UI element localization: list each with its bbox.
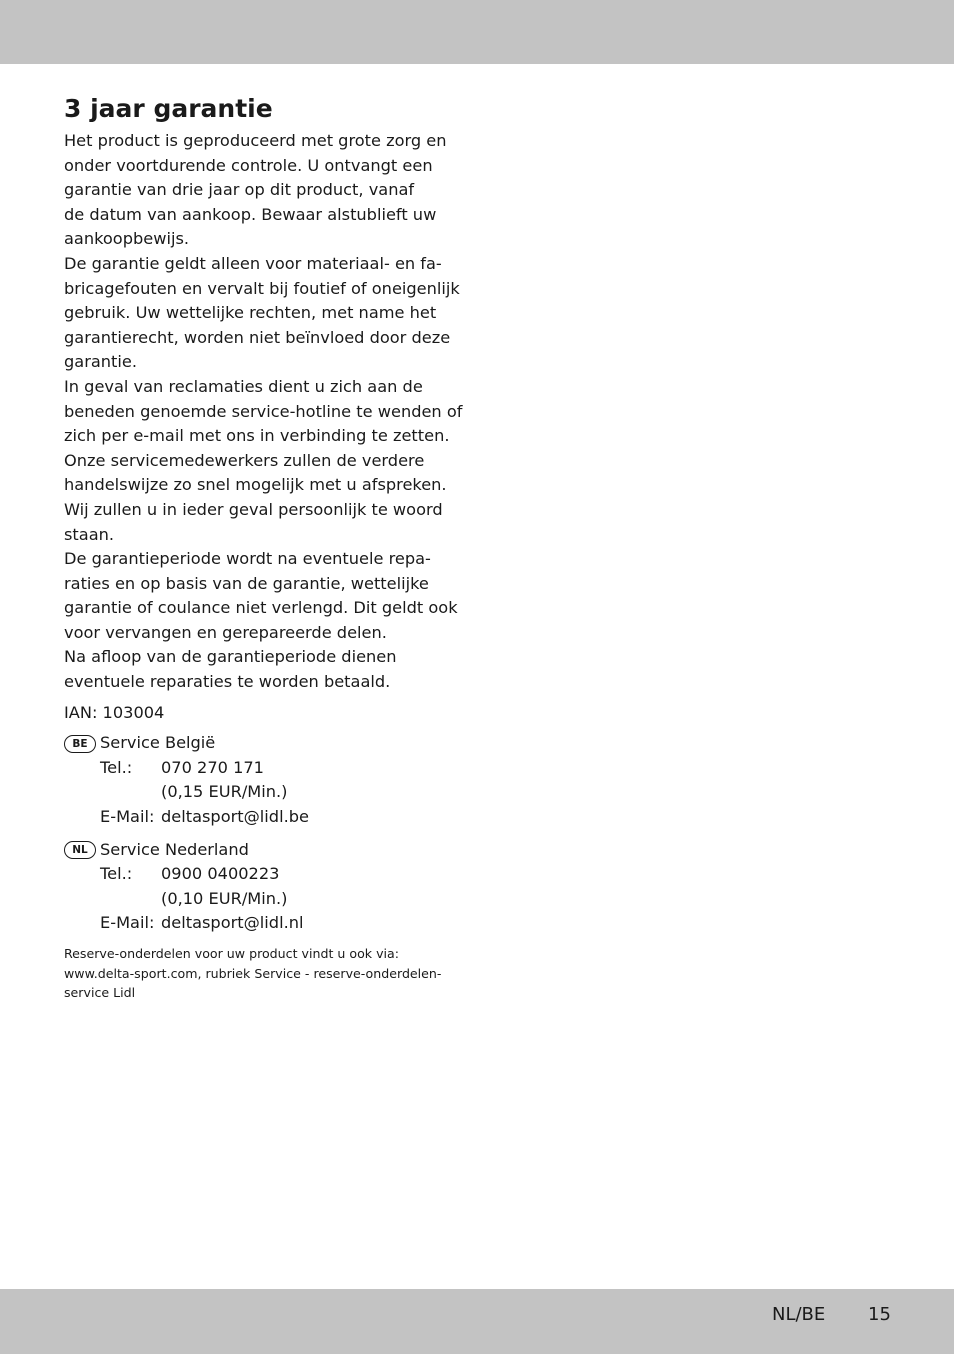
footer-language: NL/BE (772, 1304, 826, 1325)
text-line: staan. (64, 524, 115, 544)
text-line: eventuele reparaties te worden betaald. (64, 672, 391, 692)
call-rate: (0,10 EUR/Min.) (161, 888, 288, 908)
page-number: 15 (868, 1304, 891, 1325)
warranty-paragraph (64, 252, 464, 375)
service-name: Service Nederland (100, 839, 249, 859)
page-title: 3 jaar garantie (64, 94, 273, 123)
service-heading (64, 838, 464, 863)
email-label: E-Mail: (100, 913, 155, 933)
rate-row (64, 780, 464, 805)
text-line: bricagefouten en vervalt bij foutief of oneigenlijk (64, 278, 460, 298)
phone-label: Tel.: (100, 757, 133, 777)
phone-label: Tel.: (100, 864, 133, 884)
email-label: E-Mail: (100, 807, 155, 827)
header-band (0, 0, 954, 64)
text-line: zich per e-mail met ons in verbinding te zetten. (64, 426, 450, 446)
country-badge: NL (64, 841, 96, 859)
text-line: garantie of coulance niet verlengd. Dit geldt ook (64, 598, 458, 618)
country-badge: BE (64, 735, 96, 753)
spare-parts-note (64, 944, 444, 1003)
text-line: In geval van reclamaties dient u zich aan de (64, 376, 423, 396)
service-contacts (64, 731, 464, 936)
text-line: garantierecht, worden niet beïnvloed door deze (64, 327, 451, 347)
text-line: raties en op basis van de garantie, wettelijke (64, 573, 429, 593)
phone-number: 0900 0400223 (161, 864, 280, 884)
text-line: de datum van aankoop. Bewaar alstublieft uw (64, 204, 437, 224)
service-block-nl (64, 838, 464, 936)
text-line: Wij zullen u in ieder geval persoonlijk te woord (64, 499, 443, 519)
text-line: Na afloop van de garantieperiode dienen (64, 647, 397, 667)
text-line: onder voortdurende controle. U ontvangt een (64, 155, 433, 175)
warranty-text (64, 129, 464, 695)
phone-row (64, 756, 464, 781)
warranty-paragraph (64, 375, 464, 547)
text-line: Onze servicemedewerkers zullen de verdere (64, 450, 425, 470)
email-row (64, 911, 464, 936)
warranty-paragraph (64, 129, 464, 252)
note-line: www.delta-sport.com, rubriek Service - reserve-onderdelen- (64, 965, 442, 981)
warranty-section (64, 93, 464, 1003)
text-line: beneden genoemde service-hotline te wenden of (64, 401, 463, 421)
service-block-be (64, 731, 464, 829)
phone-row (64, 862, 464, 887)
note-line: service Lidl (64, 985, 136, 1000)
warranty-paragraph (64, 645, 464, 694)
note-line: Reserve-onderdelen voor uw product vindt u ook via: (64, 946, 400, 961)
text-line: garantie van drie jaar op dit product, vanaf (64, 180, 415, 200)
text-line: handelswijze zo snel mogelijk met u afspreken. (64, 475, 447, 495)
text-line: voor vervangen en gerepareerde delen. (64, 622, 387, 642)
ian-number: IAN: 103004 (64, 702, 165, 722)
service-name: Service België (100, 733, 216, 753)
rate-row (64, 887, 464, 912)
text-line: Het product is geproduceerd met grote zorg en (64, 131, 447, 150)
warranty-paragraph (64, 547, 464, 645)
email-address: deltasport@lidl.nl (161, 913, 304, 933)
phone-number: 070 270 171 (161, 757, 264, 777)
text-line: aankoopbewijs. (64, 229, 190, 249)
service-heading (64, 731, 464, 756)
email-row (64, 805, 464, 830)
text-line: garantie. (64, 352, 137, 372)
call-rate: (0,15 EUR/Min.) (161, 782, 288, 802)
email-address: deltasport@lidl.be (161, 807, 309, 827)
text-line: gebruik. Uw wettelijke rechten, met name het (64, 303, 437, 323)
text-line: De garantieperiode wordt na eventuele repa- (64, 549, 431, 569)
text-line: De garantie geldt alleen voor materiaal- en fa- (64, 253, 442, 273)
